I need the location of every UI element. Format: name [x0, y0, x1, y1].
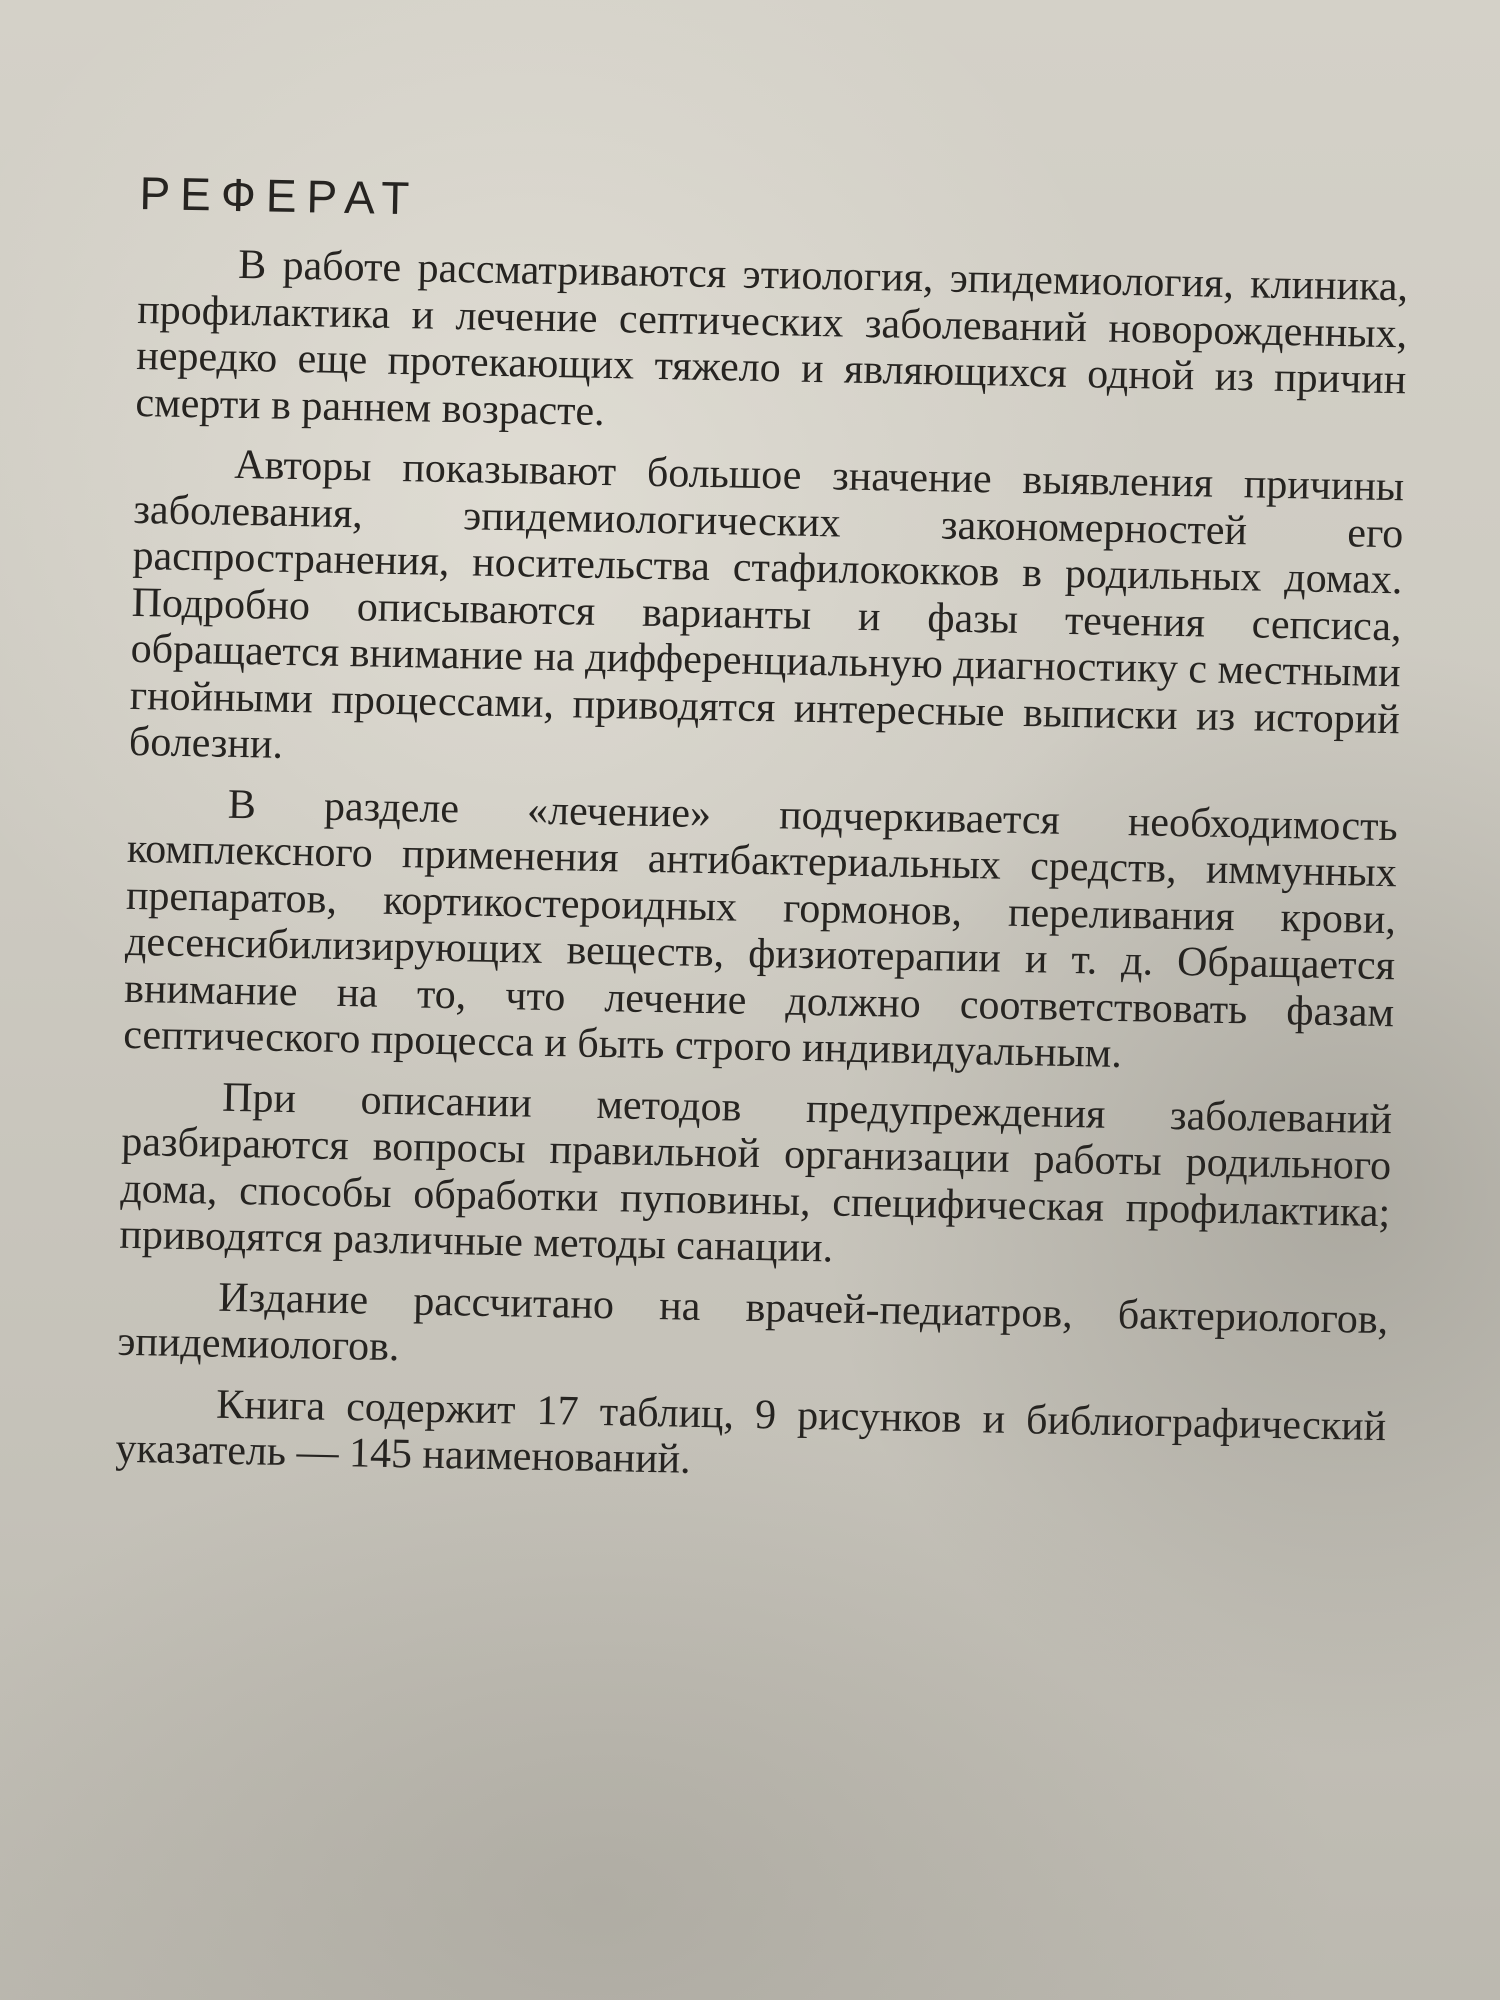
paragraph-treatment: В разделе «лечение» подчеркивается необходимость комплексного применения антибактериальных средств, иммунных препаратов, кортикостероидных гормонов, переливания крови, десенсибилизирующих веществ, физиотерапии и т. д. Обращается внимание на то, что лечение должно соответствовать фазам септического процесса и быть строго индивидуальным.	[122, 781, 1399, 1078]
abstract-text-block	[115, 167, 1410, 1497]
paragraph-audience: Издание рассчитано на врачей-педиатров, бактериологов, эпидемиологов.	[117, 1274, 1389, 1371]
paragraph-prevention: При описании методов предупреждения заболеваний разбираются вопросы правильной организации работы родильного дома, способы обработки пуповины, специфическая профилактика; приводятся различные методы санации.	[119, 1074, 1393, 1272]
paragraph-contents: Книга содержит 17 таблиц, 9 рисунков и библиографический указатель — 145 наименований.	[115, 1381, 1387, 1483]
page-title: РЕФЕРАТ	[139, 167, 420, 225]
paragraph-authors: Авторы показывают большое значение выявления причины заболевания, эпидемиологических закономерностей его распространения, носительства стафилококков в родильных домах. Подробно описываются варианты и фазы течения сепсиса, обращается внимание на дифференциальную диагностику с местными гнойными процессами, приводятся интересные выписки из историй болезни.	[128, 441, 1405, 768]
paragraph-intro: В работе рассматриваются этиология, эпидемиология, клиника, профилактика и лечение септических заболеваний новорожденных, нередко еще протекающих тяжело и являющихся одной из причин смерти в раннем возрасте.	[135, 241, 1409, 435]
